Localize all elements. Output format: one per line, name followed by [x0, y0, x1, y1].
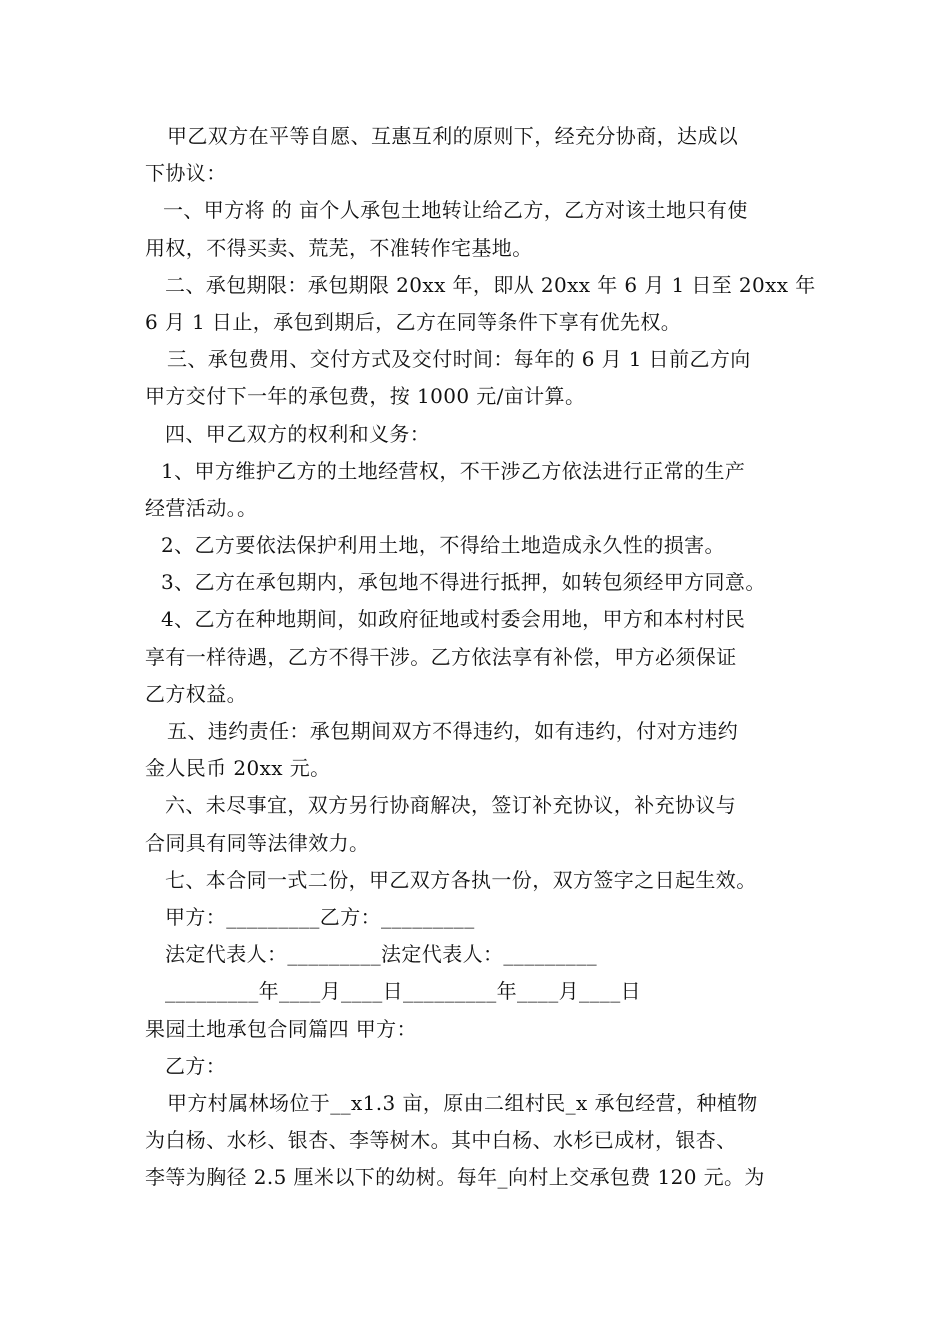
paragraph-line: 六、未尽事宜，双方另行协商解决，签订补充协议，补充协议与	[165, 793, 737, 818]
paragraph-line: 三、承包费用、交付方式及交付时间：每年的 6 月 1 日前乙方向	[167, 347, 751, 372]
paragraph-line: 二、承包期限：承包期限 20xx 年，即从 20xx 年 6 月 1 日至 20xx 年	[165, 272, 816, 297]
paragraph-line: 五、违约责任：承包期间双方不得违约，如有违约，付对方违约	[167, 719, 739, 743]
paragraph-line: 七、本合同一式二份，甲乙双方各执一份，双方签字之日起生效。	[165, 867, 757, 892]
date-line: _________年____月____日_________年____月____日	[165, 979, 641, 1004]
paragraph-line: 甲方村属林场位于__x1.3 亩，原由二组村民_x 承包经营，种植物	[167, 1090, 758, 1115]
paragraph-line: 四、甲乙双方的权利和义务：	[165, 421, 431, 446]
paragraph-line: 合同具有同等法律效力。	[145, 830, 370, 855]
paragraph-line: 乙方：	[165, 1053, 227, 1078]
paragraph-line: 4、乙方在种地期间，如政府征地或村委会用地，甲方和本村村民	[161, 607, 746, 632]
paragraph-line: 6 月 1 日止，承包到期后，乙方在同等条件下享有优先权。	[145, 309, 682, 334]
paragraph-line: 金人民币 20xx 元。	[145, 756, 331, 781]
paragraph-line: 2、乙方要依法保护利用土地，不得给土地造成永久性的损害。	[161, 533, 725, 558]
document-body	[145, 118, 825, 1196]
paragraph-line: 下协议：	[145, 161, 227, 186]
paragraph-line: 一、甲方将 的 亩个人承包土地转让给乙方，乙方对该土地只有使	[163, 198, 748, 223]
paragraph-line: 3、乙方在承包期内，承包地不得进行抵押，如转包须经甲方同意。	[161, 570, 766, 595]
paragraph-line: 李等为胸径 2.5 厘米以下的幼树。每年_向村上交承包费 120 元。为	[145, 1165, 765, 1190]
paragraph-line: 乙方权益。	[145, 681, 247, 706]
paragraph-line: 甲方交付下一年的承包费，按 1000 元/亩计算。	[145, 384, 586, 409]
paragraph-line: 为白杨、水杉、银杏、李等树木。其中白杨、水杉已成材，银杏、	[145, 1128, 737, 1153]
paragraph-line: 用权，不得买卖、荒芜，不准转作宅基地。	[145, 235, 533, 260]
paragraph-line: 享有一样待遇，乙方不得干涉。乙方依法享有补偿，甲方必须保证	[145, 644, 737, 669]
paragraph-line: 经营活动。。	[145, 495, 258, 520]
signature-line: 法定代表人：_________法定代表人：_________	[165, 942, 597, 967]
section-heading: 果园土地承包合同篇四 甲方：	[145, 1016, 417, 1041]
paragraph-line: 1、甲方维护乙方的土地经营权，不干涉乙方依法进行正常的生产	[161, 458, 746, 483]
paragraph-line: 甲乙双方在平等自愿、互惠互利的原则下，经充分协商，达成以	[167, 124, 739, 148]
signature-line: 甲方：_________乙方：_________	[165, 904, 475, 929]
